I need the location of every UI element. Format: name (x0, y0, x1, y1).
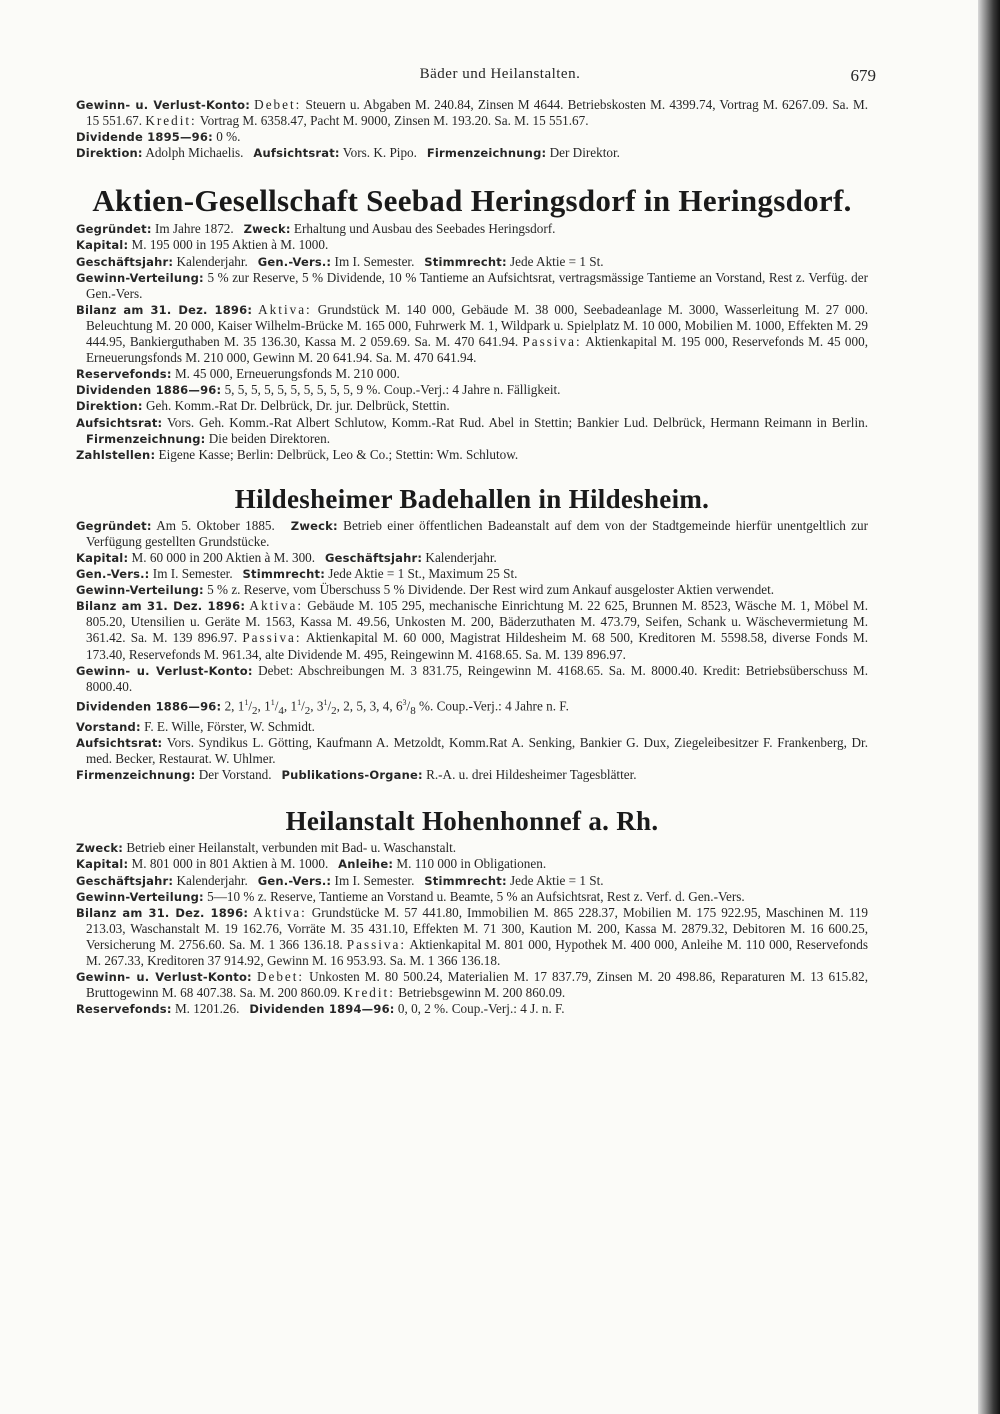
assembly-paragraph: Gen.-Vers.: Im I. Semester. Stimmrecht: Jede Aktie = 1 St., Maximum 25 St. (76, 566, 518, 582)
supervisory-board-paragraph: Aufsichtsrat: Vors. Syndikus L. Götting, Kaufmann A. Metzoldt, Komm.Rat A. Senking, Bankier G. Dux, Ziegeleibesitzer F. Frankenberg, Dr. med. Becker, Restaurat. W. Uhlmer. (76, 735, 869, 767)
reserve-paragraph: Reservefonds: M. 1201.26. Dividenden 1894—96: 0, 0, 2 %. Coup.-Verj.: 4 J. n. F. (76, 1001, 565, 1017)
entry-previous-continuation (76, 97, 868, 161)
profit-distribution-paragraph: Gewinn-Verteilung: 5 % z. Reserve, vom Überschuss 5 % Dividende. Der Rest wird zum Ankauf ausgeloster Aktien verwendet. (76, 582, 775, 598)
entry-seebad-heringsdorf (76, 183, 868, 462)
entry-title: Hildesheimer Badehallen in Hildesheim. (234, 483, 710, 514)
supervisory-board-paragraph: Aufsichtsrat: Vors. Geh. Komm.-Rat Albert Schlutow, Komm.-Rat Rud. Abel in Stettin; Bankier Lud. Delbrück, Hermann Reimann in Berlin. Firmenzeichnung: Die beiden Direktoren. (76, 414, 868, 446)
running-header (0, 66, 1000, 90)
entry-heilanstalt-hohenhonnef (76, 805, 868, 1017)
reserve-paragraph: Reservefonds: M. 45 000, Erneuerungsfonds M. 210 000. (76, 366, 400, 382)
paying-agents-paragraph: Zahlstellen: Eigene Kasse; Berlin: Delbrück, Leo & Co.; Stettin: Wm. Schlutow. (76, 446, 519, 462)
capital-paragraph: Kapital: M. 195 000 in 195 Aktien à M. 1000. (76, 237, 329, 253)
capital-paragraph: Kapital: M. 801 000 in 801 Aktien à M. 1000. Anleihe: M. 110 000 in Obligationen. (76, 856, 547, 872)
board-paragraph: Vorstand: F. E. Wille, Förster, W. Schmidt. (76, 718, 315, 734)
entry-hildesheimer-badehallen (76, 483, 868, 784)
profit-loss-paragraph: Gewinn- u. Verlust-Konto: Debet: Unkosten M. 80 500.24, Materialien M. 17 837.79, Zinsen M. 20 498.86, Reparaturen M. 13 615.82, Bruttogewinn M. 68 407.38. Sa. M. 200 860.09. Kredit: Betriebsgewinn M. 200 860.09. (76, 969, 869, 1001)
balance-paragraph: Bilanz am 31. Dez. 1896: Aktiva: Gebäude M. 105 295, mechanische Einrichtung M. 22 625, Brunnen M. 8523, Wäsche M. 1, Möbel M. 805.20, Utensilien u. Geräte M. 1563, Kassa M. 49.56, Unkosten M. 200, Bäderzuthaten M. 473.79, Seifen, Schank u. Wäschevermietung M. 361.42. Sa. M. 139 896.97. Passiva: Aktienkapital M. 60 000, Magistrat Hildesheim M. 68 500, Kreditoren M. 5598.58, diverse Fonds M. 173.40, Reservefonds M. 961.34, alte Dividende M. 495, Reingewinn M. 4168.65. Sa. M. 139 896.97. (76, 598, 869, 662)
profit-distribution-paragraph: Gewinn-Verteilung: 5 % zur Reserve, 5 % Dividende, 10 % Tantieme an Aufsichtsrat, vertragsmässige Tantieme an Vorstand, Rest z. Verfüg. der Gen.-Vers. (76, 269, 868, 301)
capital-paragraph: Kapital: M. 60 000 in 200 Aktien à M. 300. Geschäftsjahr: Kalenderjahr. (76, 549, 497, 565)
signature-paragraph: Firmenzeichnung: Der Vorstand. Publikations-Organe: R.-A. u. drei Hildesheimer Tagesblätter. (76, 767, 637, 783)
entry-title: Heilanstalt Hohenhonnef a. Rh. (285, 806, 659, 837)
management-paragraph: Direktion: Adolph Michaelis. Aufsichtsrat: Vors. K. Pipo. Firmenzeichnung: Der Direktor. (76, 145, 620, 161)
founding-paragraph: Gegründet: Am 5. Oktober 1885. Zweck: Betrieb einer öffentlichen Badeanstalt auf dem von der Stadtgemeinde hierfür unentgeltlich zur Verfügung gestellten Grundstücke. (76, 517, 869, 549)
founding-paragraph: Gegründet: Im Jahre 1872. Zweck: Erhaltung und Ausbau des Seebades Heringsdorf. (76, 221, 556, 237)
profit-loss-paragraph: Gewinn- u. Verlust-Konto: Debet: Steuern u. Abgaben M. 240.84, Zinsen M 4644. Betriebskosten M. 4399.74, Vortrag M. 6267.09. Sa. M. 15 551.67. Kredit: Vortrag M. 6358.47, Pacht M. 9000, Zinsen M. 193.20. Sa. M. 15 551.67. (76, 97, 869, 129)
page-content (76, 97, 868, 1017)
scan-edge (978, 0, 1000, 1414)
purpose-paragraph: Zweck: Betrieb einer Heilanstalt, verbunden mit Bad- u. Waschanstalt. (76, 840, 457, 856)
profit-distribution-paragraph: Gewinn-Verteilung: 5—10 % z. Reserve, Tantieme an Vorstand u. Beamte, 5 % an Aufsichtsrat, Rest z. Verf. d. Gen.-Vers. (76, 888, 745, 904)
page-number: 679 (850, 66, 876, 85)
business-year-paragraph: Geschäftsjahr: Kalenderjahr. Gen.-Vers.: Im I. Semester. Stimmrecht: Jede Aktie = 1 St. (76, 872, 604, 888)
entry-title: Aktien-Gesellschaft Seebad Heringsdorf in Heringsdorf. (92, 183, 852, 219)
dividend-paragraph: Dividende 1895—96: 0 %. (76, 129, 241, 145)
balance-paragraph: Bilanz am 31. Dez. 1896: Aktiva: Grundstück M. 140 000, Gebäude M. 38 000, Seebadeanlage M. 3000, Wasserleitung M. 27 000. Beleuchtung M. 20 000, Kaiser Wilhelm-Brücke M. 165 000, Fuhrwerk M. 1, Wildpark u. Spielplatz M. 10 000, Mobilien M. 1000, Effekten M. 29 444.95, Bankierguthaben M. 35 136.30, Kassa M. 2 059.69. Sa. M. 470 641.94. Passiva: Aktienkapital M. 195 000, Reservefonds M. 45 000, Erneuerungsfonds M. 210 000, Gewinn M. 20 641.94. Sa. M. 470 641.94. (76, 301, 869, 366)
balance-paragraph: Bilanz am 31. Dez. 1896: Aktiva: Grundstücke M. 57 441.80, Immobilien M. 865 228.37, Mobilien M. 175 922.95, Maschinen M. 119 213.03, Waschanstalt M. 19 162.76, Vorräte M. 35 431.10, Effekten M. 71 300, Kaution M. 200, Kassa M. 2879.32, Debitoren M. 16 600.25, Versicherung M. 2756.60. Sa. M. 1 366 136.18. Passiva: Aktienkapital M. 801 000, Hypothek M. 400 000, Anleihe M. 110 000, Reservefonds M. 267.33, Kreditoren 37 914.92, Gewinn M. 16 953.93. Sa. M. 1 366 136.18. (76, 904, 869, 968)
dividends-paragraph: Dividenden 1886—96: 5, 5, 5, 5, 5, 5, 5, 5, 5, 5, 9 %. Coup.-Verj.: 4 Jahre n. Fälligkeit. (76, 382, 561, 398)
directors-paragraph: Direktion: Geh. Komm.-Rat Dr. Delbrück, Dr. jur. Delbrück, Stettin. (76, 398, 450, 414)
running-title: Bäder und Heilanstalten. (419, 66, 581, 82)
dividends-paragraph: Dividenden 1886—96: 2, $1^1/_2$, $1^1/_4$, $1^1/_2$, $3^1/_2$, 2, 5, 3, 4, $6^3/_8$ %. Coup.-Verj.: 4 Jahre n. F. (76, 697, 569, 717)
profit-loss-paragraph: Gewinn- u. Verlust-Konto: Debet: Abschreibungen M. 3 831.75, Reingewinn M. 4168.65. Sa. M. 8000.40. Kredit: Betriebsüberschuss M. 8000.40. (76, 662, 869, 694)
business-year-paragraph: Geschäftsjahr: Kalenderjahr. Gen.-Vers.: Im I. Semester. Stimmrecht: Jede Aktie = 1 St. (76, 253, 604, 269)
